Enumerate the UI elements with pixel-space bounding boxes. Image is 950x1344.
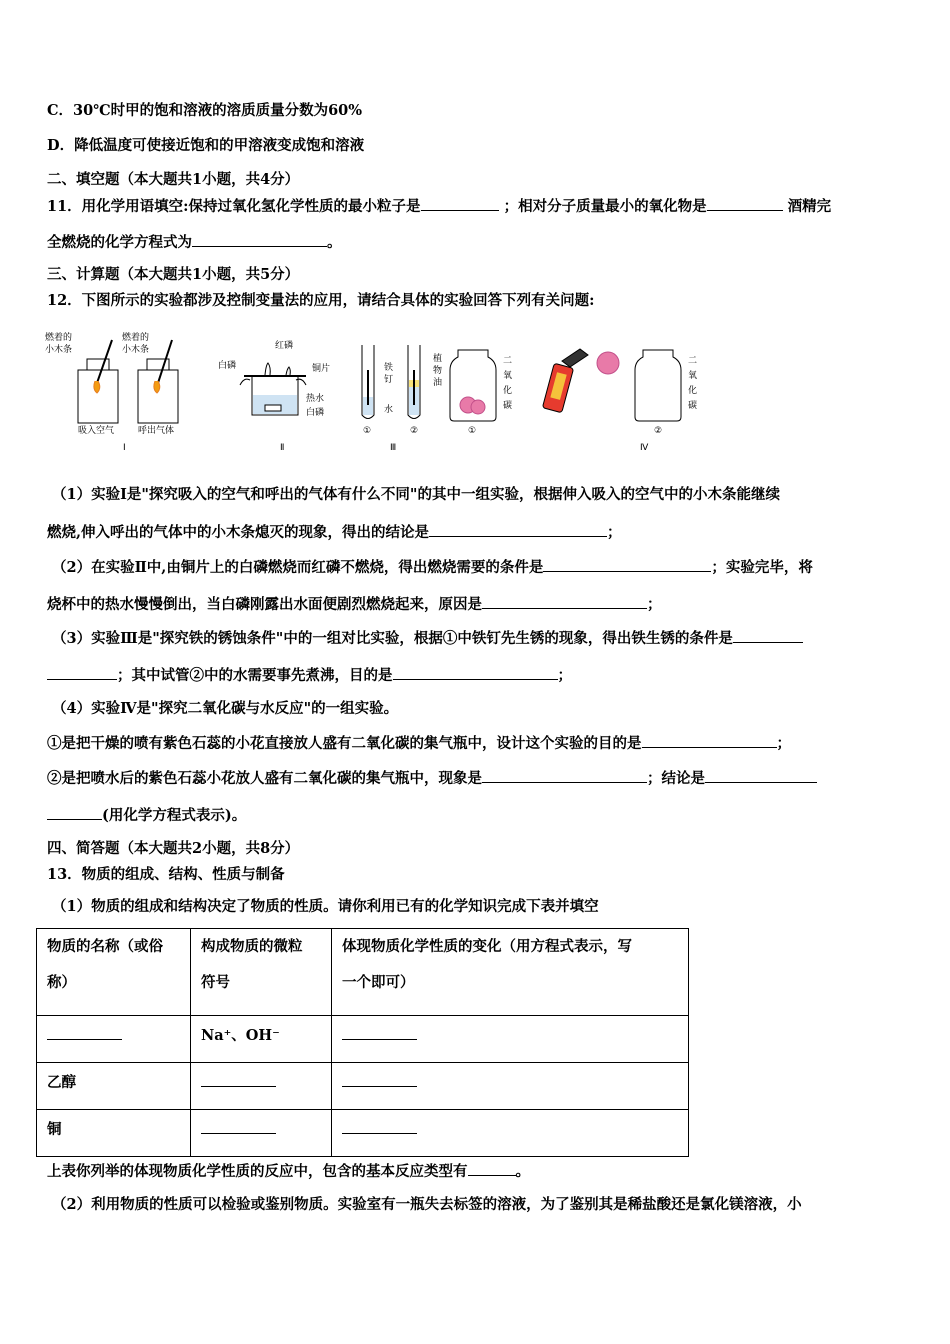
question-11-line1 xyxy=(47,196,831,217)
label: 二 xyxy=(688,356,698,366)
blank[interactable] xyxy=(707,196,783,211)
label: 燃着的 xyxy=(45,333,73,343)
blank[interactable] xyxy=(47,665,117,680)
table-cell xyxy=(191,1063,332,1110)
label: 燃着的 xyxy=(122,333,150,343)
spray-bottle xyxy=(542,349,619,413)
table-cell: 乙醇 xyxy=(37,1063,191,1110)
text: 体现物质化学性质的变化（用方程式表示，写 xyxy=(342,938,632,955)
table-cell xyxy=(37,1016,191,1063)
experiment-figure xyxy=(40,325,720,460)
label: 油 xyxy=(433,378,443,388)
blank[interactable] xyxy=(733,628,803,643)
label: ② xyxy=(410,426,419,436)
text: （2）在实验Ⅱ中,由铜片上的白磷燃烧而红磷不燃烧，得出燃烧需要的条件是 xyxy=(52,559,544,576)
table-cell xyxy=(332,1063,689,1110)
blank[interactable] xyxy=(47,1025,122,1040)
part-1-line1: （1）实验Ⅰ是"探究吸入的空气和呼出的气体有什么不同"的其中一组实验，根据伸入吸入的空气中的小木条能继续 xyxy=(52,486,780,503)
label: 水 xyxy=(384,405,394,415)
label: 小木条 xyxy=(122,345,150,355)
label: ① xyxy=(468,426,477,436)
table-row xyxy=(37,1063,689,1110)
table-header-row xyxy=(37,929,689,1016)
option-d: D．降低温度可使接近饱和的甲溶液变成饱和溶液 xyxy=(47,137,365,154)
label: 白磷 xyxy=(218,361,237,371)
label: 化 xyxy=(688,386,698,396)
label: Ⅱ xyxy=(280,443,285,453)
question-11-line2 xyxy=(47,232,342,253)
part-4-line2 xyxy=(47,768,817,789)
blank[interactable] xyxy=(47,805,102,820)
substance-table xyxy=(36,928,689,1157)
label: 白磷 xyxy=(306,408,325,418)
blank[interactable] xyxy=(393,665,558,680)
text: 烧杯中的热水慢慢倒出，当白磷刚露出水面便剧烈燃烧起来，原因是 xyxy=(47,596,482,613)
text: ①是把干燥的喷有紫色石蕊的小花直接放人盛有二氧化碳的集气瓶中，设计这个实验的目的是 xyxy=(47,735,642,752)
label: 红磷 xyxy=(275,341,294,351)
label: 氧 xyxy=(688,371,698,381)
label: 二 xyxy=(503,356,513,366)
blank[interactable] xyxy=(342,1119,417,1134)
label: 小木条 xyxy=(45,345,73,355)
label: 热水 xyxy=(306,394,325,404)
q11-text-b: ；相对分子质量最小的氧化物是 xyxy=(503,198,707,215)
text: 上表你列举的体现物质化学性质的反应中，包含的基本反应类型有 xyxy=(47,1163,468,1180)
text: ；其中试管②中的水需要事先煮沸，目的是 xyxy=(117,667,393,684)
blank[interactable] xyxy=(342,1025,417,1040)
blank[interactable] xyxy=(642,733,777,748)
blank[interactable] xyxy=(543,557,711,572)
text: ；实验完毕，将 xyxy=(711,559,813,576)
q11-text-c: 酒精完 xyxy=(787,198,832,215)
section-3-heading: 三、计算题（本大题共1小题，共5分） xyxy=(47,266,300,283)
blank[interactable] xyxy=(482,768,647,783)
part-1-line2 xyxy=(47,522,622,543)
q11-text-d: 全燃烧的化学方程式为 xyxy=(47,234,192,251)
section-4-heading: 四、简答题（本大题共2小题，共8分） xyxy=(47,840,300,857)
question-13: 13．物质的组成、结构、性质与制备 xyxy=(47,866,285,883)
blank[interactable] xyxy=(201,1072,276,1087)
text: 。 xyxy=(515,1163,530,1180)
label: 碳 xyxy=(503,401,513,411)
text: ； xyxy=(607,524,622,541)
part-4-line3 xyxy=(47,805,246,826)
blank[interactable] xyxy=(201,1119,276,1134)
blank[interactable] xyxy=(429,522,607,537)
blank[interactable] xyxy=(482,594,647,609)
header-cell xyxy=(37,929,191,1016)
label: Ⅰ xyxy=(123,443,126,453)
label: ② xyxy=(654,426,663,436)
table-cell xyxy=(191,1110,332,1157)
header-cell xyxy=(191,929,332,1016)
text: 构成物质的微粒 xyxy=(201,938,303,955)
text: 符号 xyxy=(201,974,230,991)
text: ； xyxy=(557,667,572,684)
label: 铜片 xyxy=(312,364,331,374)
text: ； xyxy=(776,735,791,752)
text: 一个即可） xyxy=(342,974,415,991)
part-3-line2 xyxy=(47,665,572,686)
question-13-part1: （1）物质的组成和结构决定了物质的性质。请你利用已有的化学知识完成下表并填空 xyxy=(52,898,599,915)
label: ① xyxy=(363,426,372,436)
q11-text-e: 。 xyxy=(327,234,342,251)
text: ； xyxy=(647,596,662,613)
question-12: 12．下图所示的实验都涉及控制变量法的应用，请结合具体的实验回答下列有关问题: xyxy=(47,292,595,309)
text: 燃烧,伸入呼出的气体中的小木条熄灭的现象，得出的结论是 xyxy=(47,524,430,541)
label: 植 xyxy=(433,354,443,364)
label: 氧 xyxy=(503,371,513,381)
table-cell xyxy=(332,1016,689,1063)
text: ②是把喷水后的紫色石蕊小花放人盛有二氧化碳的集气瓶中，现象是 xyxy=(47,770,482,787)
label: 物 xyxy=(433,366,443,376)
q11-text-a: 11．用化学用语填空:保持过氧化氢化学性质的最小粒子是 xyxy=(47,198,421,215)
label: 吸入空气 xyxy=(78,426,115,436)
blank[interactable] xyxy=(192,232,327,247)
text: （3）实验Ⅲ是"探究铁的锈蚀条件"中的一组对比实验，根据①中铁钉先生锈的现象，得出铁生锈的条件是 xyxy=(52,630,733,647)
table-followup xyxy=(47,1161,530,1182)
label: Ⅳ xyxy=(640,443,649,453)
blank[interactable] xyxy=(705,768,817,783)
text: ；结论是 xyxy=(647,770,705,787)
part-2-line1 xyxy=(52,557,813,578)
label: 铁 xyxy=(384,363,394,373)
question-13-part2: （2）利用物质的性质可以检验或鉴别物质。实验室有一瓶失去标签的溶液，为了鉴别其是稀盐酸还是氯化镁溶液，小 xyxy=(52,1196,802,1213)
label: 碳 xyxy=(688,401,698,411)
blank[interactable] xyxy=(468,1161,516,1176)
label: 钉 xyxy=(384,375,394,385)
header-cell xyxy=(332,929,689,1016)
experiment-2 xyxy=(240,363,306,415)
label: 呼出气体 xyxy=(138,426,175,436)
table-cell xyxy=(332,1110,689,1157)
table-row xyxy=(37,1110,689,1157)
text: 物质的名称（或俗 xyxy=(47,938,163,955)
table-row xyxy=(37,1016,689,1063)
part-2-line2 xyxy=(47,594,662,615)
part-3-line1 xyxy=(52,628,803,649)
label: 化 xyxy=(503,386,513,396)
blank[interactable] xyxy=(421,196,499,211)
table-cell: 铜 xyxy=(37,1110,191,1157)
option-c: C．30℃时甲的饱和溶液的溶质质量分数为60% xyxy=(47,102,363,119)
table-cell: Na⁺、OH⁻ xyxy=(191,1016,332,1063)
section-2-heading: 二、填空题（本大题共1小题，共4分） xyxy=(47,171,300,188)
label: Ⅲ xyxy=(390,443,397,453)
text: (用化学方程式表示)。 xyxy=(102,807,247,824)
text: 称） xyxy=(47,974,76,991)
part-4-line1 xyxy=(47,733,791,754)
blank[interactable] xyxy=(342,1072,417,1087)
part-4-heading: （4）实验Ⅳ是"探究二氧化碳与水反应"的一组实验。 xyxy=(52,700,399,717)
